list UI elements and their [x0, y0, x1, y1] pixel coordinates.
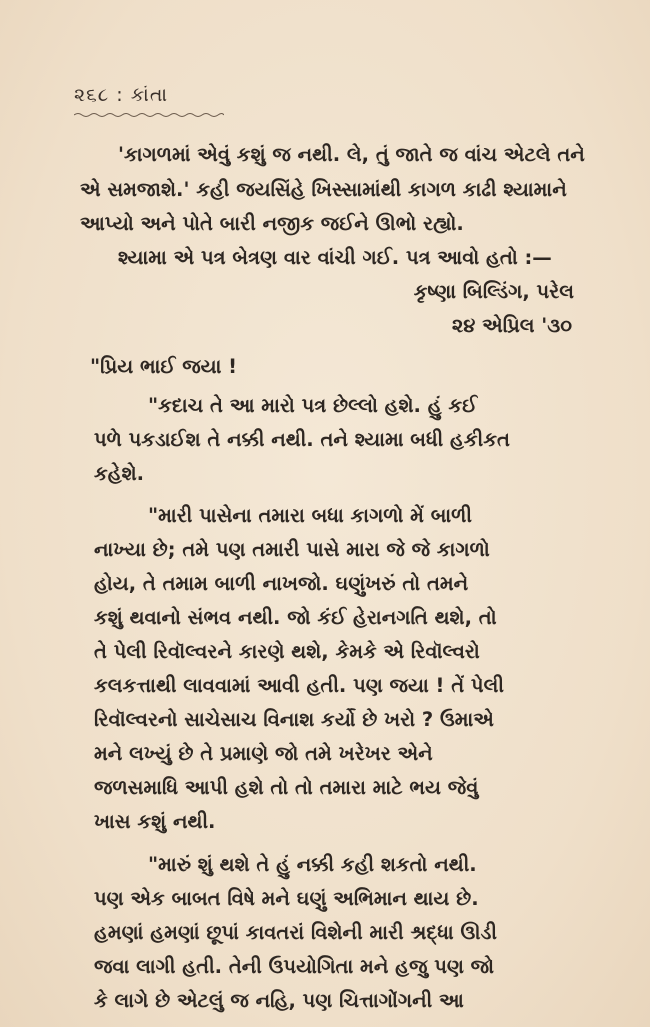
body-line-8: "કદાચ તે આ મારો પત્ર છેલ્લો હશે. હું કઈ	[148, 394, 478, 417]
header-wavy-rule	[74, 112, 224, 118]
body-line-2: એ સમજાશે.' કહી જયસિંહે ખિસ્સામાંથી કાગળ કાઢી શ્યામાને	[80, 178, 567, 201]
header-separator: :	[116, 84, 124, 106]
body-line-12: નાખ્યા છે; તમે પણ તમારી પાસે મારા જે જે કાગળો	[94, 538, 490, 561]
body-line-15: તે પેલી રિવૉલ્વરને કારણે થશે, કેમકે એ રિવૉલ્વરો	[94, 640, 480, 663]
body-line-16: કલકત્તાથી લાવવામાં આવી હતી. પણ જયા ! તેં પેલી	[94, 674, 504, 697]
body-line-17: રિવૉલ્વરનો સાચેસાચ વિનાશ કર્યો છે ખરો ? ઉમાએ	[94, 708, 494, 731]
body-line-3: આપ્યો અને પોતે બારી નજીક જઈને ઊભો રહ્યો.	[80, 212, 464, 235]
body-line-23: હમણાં હમણાં છૂપાં કાવતરાં વિશેની મારી શ્રદ્ધા ઊડી	[94, 921, 497, 944]
body-line-10: કહેશે.	[94, 462, 145, 485]
body-line-22: પણ એક બાબત વિષે મને ઘણું અભિમાન થાય છે.	[94, 887, 479, 910]
body-line-4: શ્યામા એ પત્ર બેત્રણ વાર વાંચી ગઈ. પત્ર આવો હતો :—	[118, 246, 552, 269]
body-line-25: કે લાગે છે એટલું જ નહિ, પણ ચિત્તાગોંગની આ	[94, 989, 464, 1012]
letter-date: ૨૪ એપ્રિલ '૩૦	[451, 314, 572, 337]
body-line-21: "મારું શું થશે તે હું નક્કી કહી શકતો નથી.	[148, 853, 477, 876]
letter-salutation: "પ્રિય ભાઈ જયા !	[90, 355, 238, 378]
body-line-1: 'કાગળમાં એવું કશું જ નથી. લે, તું જાતે જ વાંચ એટલે તને	[118, 143, 585, 166]
page-number: ૨૬૮	[74, 84, 110, 106]
body-line-13: હોય, તે તમામ બાળી નાખજો. ઘણુંખરું તો તમને	[94, 572, 469, 595]
letter-address: કૃષ્ણા બિલ્ડિંગ, પરેલ	[413, 280, 574, 303]
running-head	[74, 84, 168, 106]
body-line-24: જવા લાગી હતી. તેની ઉપયોગિતા મને હજુ પણ જો	[94, 955, 495, 978]
body-line-9: પળે પકડાઈશ તે નક્કી નથી. તને શ્યામા બધી હકીકત	[94, 428, 510, 451]
body-line-18: મને લખ્યું છે તે પ્રમાણે જો તમે ખરેખર એને	[94, 742, 433, 765]
body-line-19: જળસમાધિ આપી હશે તો તો તમારા માટે ભય જેવું	[94, 776, 479, 799]
body-line-11: "મારી પાસેના તમારા બધા કાગળો મેં બાળી	[148, 504, 472, 527]
chapter-title: કાંતા	[130, 84, 169, 106]
body-line-14: કશું થવાનો સંભવ નથી. જો કંઈ હેરાનગતિ થશે, તો	[94, 606, 497, 629]
body-line-20: ખાસ કશું નથી.	[94, 810, 216, 833]
